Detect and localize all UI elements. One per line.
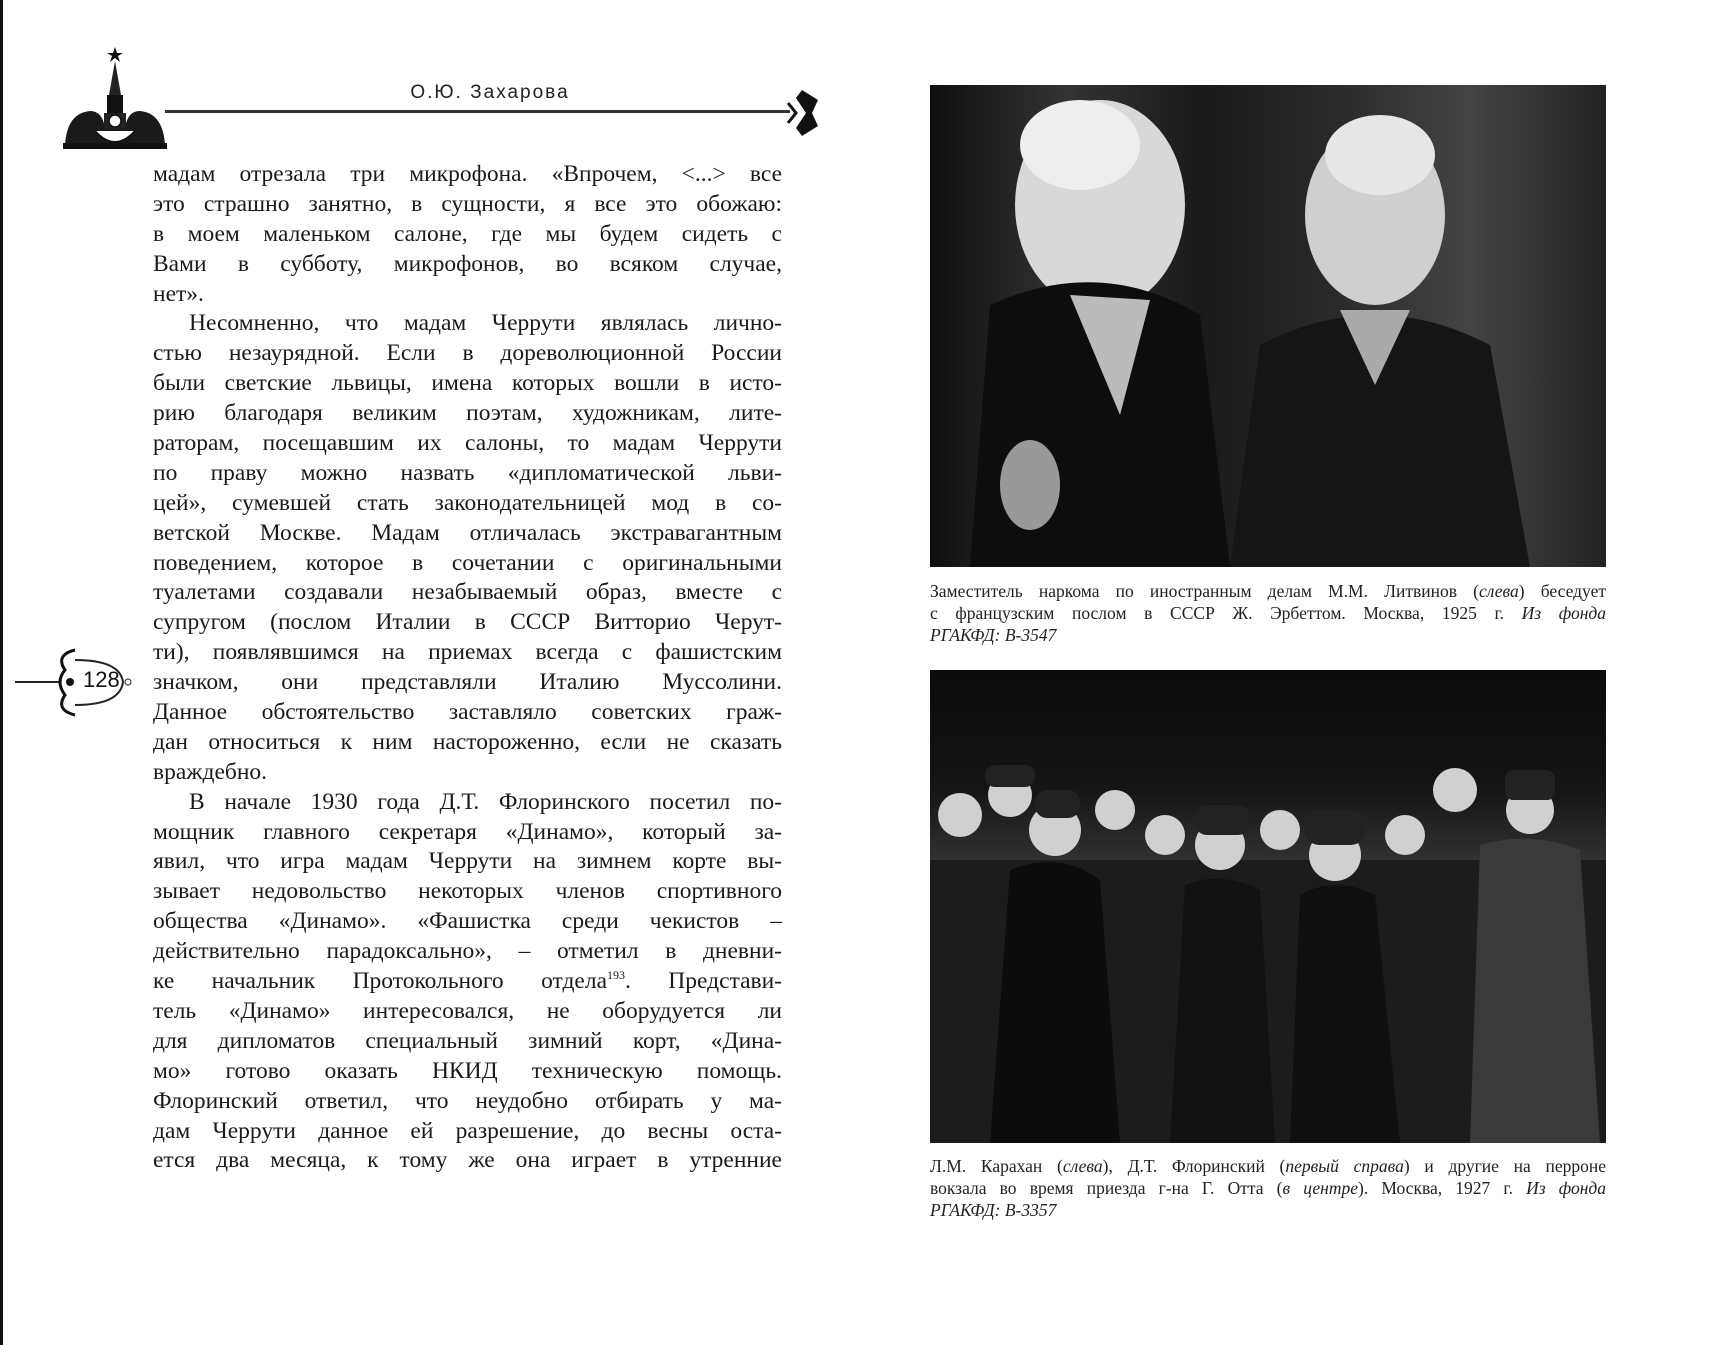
- running-header-author: О.Ю. Захарова: [410, 82, 570, 103]
- kremlin-tower-ornament-icon: [55, 45, 175, 155]
- text-line: дам Черрути данное ей разрешение, до весны оста-: [153, 1117, 782, 1144]
- text-line: по праву можно назвать «дипломатической льви-: [153, 459, 782, 486]
- text-line: ке начальник Протокольного отдела$^{193}$. Представи-: [153, 968, 782, 995]
- body-text: [153, 160, 782, 1176]
- text-line: мо» готово оказать НКИД техническую помощь.: [153, 1057, 782, 1084]
- text-line: Данное обстоятельство заставляло советских граж-: [153, 699, 782, 726]
- text-line: значком, они представляли Италию Муссолини.: [153, 669, 782, 696]
- text-line: для дипломатов специальный зимний корт, «Дина-: [153, 1027, 782, 1054]
- text-line: стью незаурядной. Если в дореволюционной России: [153, 340, 782, 367]
- photo-caption-2: Л.М. Карахан (слева), Д.Т. Флоринский (первый справа) и другие на перроне вокзала во время приезда г-на Г. Отта (в центре). Москва, 1927 г. Из фонда РГАКФД: В-3357: [930, 1156, 1607, 1220]
- text-line: Вами в субботу, микрофонов, во всяком случае,: [153, 250, 782, 277]
- text-line: В начале 1930 года Д.Т. Флоринского посетил по-: [189, 788, 782, 815]
- page-number-frame-icon: [15, 645, 140, 720]
- text-line: действительно парадоксально», – отметил в дневни-: [153, 938, 782, 965]
- text-line: общества «Динамо». «Фашистка среди чекистов –: [153, 908, 782, 935]
- text-line: дан относиться к ним настороженно, если не сказать: [153, 728, 782, 755]
- text-line: цей», сумевшей стать законодательницей мод в со-: [153, 489, 782, 516]
- text-line: зывает недовольство некоторых членов спортивного: [153, 878, 782, 905]
- text-line: враждебно.: [153, 758, 268, 785]
- text-line: супругом (послом Италии в СССР Витторио Черут-: [153, 609, 782, 636]
- footnote-ref: 193: [607, 968, 626, 983]
- header-end-ornament-icon: [782, 88, 822, 138]
- text-line: мадам отрезала три микрофона. «Впрочем, <...> все: [153, 161, 782, 187]
- text-line: это страшно занятно, в сущности, я все это обожаю:: [153, 190, 782, 217]
- text-line: ется два месяца, к тому же она играет в утренние: [153, 1147, 782, 1174]
- text-line: ветской Москве. Мадам отличалась экстравагантным: [153, 519, 782, 546]
- text-line: Несомненно, что мадам Черрути являлась лично-: [189, 310, 782, 337]
- page-number-ornament: [15, 645, 140, 720]
- text-line: тель «Динамо» интересовался, не оборудуется ли: [153, 997, 782, 1024]
- text-line: Флоринский ответил, что неудобно отбирать у ма-: [153, 1087, 782, 1114]
- text-line: рию благодаря великим поэтам, художникам, лите-: [153, 400, 782, 427]
- text-line: были светские львицы, имена которых вошли в исто-: [153, 370, 782, 397]
- photo-platform-group: [930, 670, 1606, 1143]
- text-line: туалетами создавали незабываемый образ, вместе с: [153, 579, 782, 606]
- photo-litvinov-herbette: [930, 85, 1606, 567]
- text-line: в моем маленьком салоне, где мы будем сидеть с: [153, 220, 782, 247]
- text-line: раторам, посещавшим их салоны, то мадам Черрути: [153, 430, 782, 457]
- text-line: мощник главного секретаря «Динамо», который за-: [153, 818, 782, 845]
- text-line: нет».: [153, 280, 204, 307]
- page-number: 128: [83, 667, 120, 692]
- text-line: явил, что игра мадам Черрути на зимнем корте вы-: [153, 848, 782, 875]
- scan-edge: [0, 0, 3, 1345]
- photo-caption-1: Заместитель наркома по иностранным делам М.М. Литвинов (слева) беседует с французским послом в СССР Ж. Эрбеттом. Москва, 1925 г. Из фонда РГАКФД: В-3547: [930, 581, 1606, 645]
- text-line: поведением, которое в сочетании с оригинальными: [153, 549, 782, 576]
- header-rule: [165, 110, 790, 113]
- text-line: ти), появлявшимся на приемах всегда с фашистским: [153, 639, 782, 666]
